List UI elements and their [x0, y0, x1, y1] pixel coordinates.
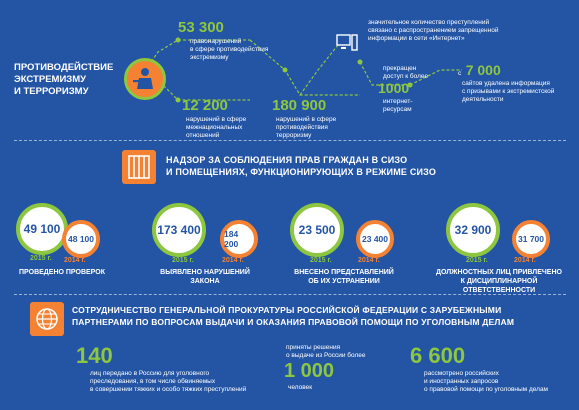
stat-b-value: 12 200 — [182, 97, 228, 114]
sizo-item2-2014-year: 2014 г. — [222, 257, 244, 264]
sizo-item1-2014-year: 2014 г. — [64, 257, 86, 264]
coop-stat2-pre1: приняты решения — [286, 344, 341, 351]
coop-stat3-text1: рассмотрено российских — [424, 370, 499, 377]
sizo-item4-2014-circle: 31 700 — [512, 220, 550, 258]
coop-stat3-text2: и иностранных запросов — [424, 378, 499, 385]
stat-a-text3: экстремизму — [190, 54, 229, 61]
sizo-item3-caption2: ОБ ИХ УСТРАНЕНИИ — [308, 278, 380, 285]
section2-title-line1: НАДЗОР ЗА СОБЛЮДЕНИЯ ПРАВ ГРАЖДАН В СИЗО — [166, 155, 408, 165]
stat-d-prefix2: доступ к более — [383, 73, 429, 80]
stat-a-text — [190, 38, 268, 62]
section1-title — [14, 62, 113, 98]
section2-title-line2: И ПОМЕЩЕНИЯХ, ФУНКЦИОНИРУЮЩИХ В РЕЖИМЕ СИЗО — [166, 167, 437, 177]
stat-b-text — [186, 116, 246, 140]
sizo-item1-caption — [2, 268, 122, 277]
sizo-item2-caption — [145, 268, 265, 286]
sizo-item2-2015-circle: 173 400 — [152, 203, 206, 257]
section3-title — [72, 304, 514, 328]
coop-stat1-text1: лиц передано в Россию для уголовного — [90, 370, 210, 377]
stat-d-prefix — [383, 65, 428, 81]
sizo-item3-2014-year: 2014 г. — [358, 257, 380, 264]
stat-d-value: 1000 — [378, 80, 410, 96]
sizo-item4-caption2: К ДИСЦИПЛИНАРНОЙ ОТВЕТСТВЕННОСТИ — [460, 278, 538, 294]
stat-b-text2: межнациональных — [186, 124, 243, 131]
stat-c-value: 180 900 — [272, 97, 327, 114]
soldier-icon — [124, 58, 166, 100]
stat-d-text2: ресурсам — [383, 106, 412, 113]
sizo-item3-2015-circle: 23 500 — [290, 203, 344, 257]
prison-door-icon — [122, 150, 156, 184]
stat-b-text1: нарушений в сфере — [186, 116, 247, 123]
divider-2 — [14, 294, 566, 295]
section1-title-line1: ПРОТИВОДЕЙСТВИЕ — [14, 62, 114, 73]
internet-note2: связано с распространением запрещенной — [368, 27, 499, 34]
computer-icon — [336, 32, 358, 54]
section3-title-line1: СОТРУДНИЧЕСТВО ГЕНЕРАЛЬНОЙ ПРОКУРАТУРЫ РОССИЙСКОЙ ФЕДЕРАЦИИ С ЗАРУБЕЖНЫМИ — [72, 305, 502, 315]
sizo-item3-2014-circle: 23 400 — [356, 220, 394, 258]
coop-stat2-pre — [286, 344, 366, 360]
stat-e-text1: сайтов удалена информация — [462, 80, 550, 87]
sizo-item3-caption1: ВНЕСЕНО ПРЕДСТАВЛЕНИЙ — [294, 269, 394, 276]
sizo-item4-2014-year: 2014 г. — [514, 257, 536, 264]
stat-c-text3: терроризму — [276, 132, 312, 139]
coop-stat1-text3: в совершении тяжких и особо тяжких преступлений — [90, 386, 247, 393]
sizo-item2-2014-circle: 184 200 — [220, 220, 258, 258]
coop-stat1-text — [90, 370, 246, 394]
stat-a-value: 53 300 — [178, 19, 224, 36]
sizo-item2-2015-year: 2015 г. — [172, 257, 194, 264]
stat-d-text — [383, 98, 413, 114]
coop-stat2-pre2: о выдаче из России более — [286, 352, 366, 359]
stat-e-text — [462, 80, 554, 104]
stat-d-prefix1: прекращен — [383, 65, 417, 72]
stat-e-prefix: с — [458, 70, 462, 77]
coop-stat1-text2: преследования, в том числе обвиняемых — [90, 378, 216, 385]
coop-stat2-text: человек — [288, 384, 313, 391]
stat-c-text2: противодействия — [276, 124, 328, 131]
globe-icon — [30, 302, 64, 336]
sizo-item2-caption2: ЗАКОНА — [190, 278, 220, 285]
sizo-item1-2015-year: 2015 г. — [30, 255, 52, 262]
sizo-item1-2014-circle: 48 100 — [62, 220, 100, 258]
internet-note — [368, 19, 498, 43]
stat-e-text2: с призывами к экстремистской — [462, 88, 555, 95]
coop-stat3-text — [424, 370, 548, 394]
stat-c-text — [276, 116, 336, 140]
section2-title — [166, 154, 436, 178]
coop-stat1-value: 140 — [76, 343, 113, 368]
section3-title-line2: ПАРТНЕРАМИ ПО ВОПРОСАМ ВЫДАЧИ И ОКАЗАНИЯ ПРАВОВОЙ ПОМОЩИ ПО УГОЛОВНЫМ ДЕЛАМ — [72, 317, 515, 327]
sizo-item4-2015-circle: 32 900 — [446, 203, 500, 257]
coop-stat3-text3: о правовой помощи по уголовным делам — [424, 386, 549, 393]
sizo-item3-caption — [282, 268, 406, 286]
stat-c-text1: нарушений в сфере — [276, 116, 337, 123]
section1-title-line3: И ТЕРРОРИЗМУ — [14, 86, 89, 97]
stat-a-text2: в сфере противодействия — [190, 46, 269, 53]
sizo-item1-caption1: ПРОВЕДЕНО ПРОВЕРОК — [19, 269, 105, 276]
sizo-item3-2015-year: 2015 г. — [310, 257, 332, 264]
stat-e-value: 7 000 — [465, 62, 501, 78]
sizo-item1-2015-circle: 49 100 — [16, 203, 68, 255]
stat-e-head — [458, 62, 501, 80]
coop-stat3-value: 6 600 — [410, 343, 466, 368]
divider-1 — [14, 140, 566, 141]
section1-title-line2: ЭКСТРЕМИЗМУ — [14, 74, 87, 85]
sizo-item4-2015-year: 2015 г. — [466, 257, 488, 264]
stat-d-text1: интернет- — [383, 98, 413, 105]
sizo-item2-caption1: ВЫЯВЛЕНО НАРУШЕНИЙ — [160, 269, 250, 276]
stat-b-text3: отношений — [186, 132, 220, 139]
internet-note3: информации в сети «Интернет» — [368, 35, 465, 42]
stat-a-text1: правонарушений — [190, 38, 242, 45]
sizo-item4-caption1: ДОЛЖНОСТНЫХ ЛИЦ ПРИВЛЕЧЕНО — [436, 269, 562, 276]
stat-e-text3: деятельности — [462, 96, 504, 103]
coop-stat2-value: 1 000 — [284, 360, 335, 382]
internet-note1: значительное количество преступлений — [368, 19, 490, 26]
sizo-item4-caption — [424, 268, 574, 295]
